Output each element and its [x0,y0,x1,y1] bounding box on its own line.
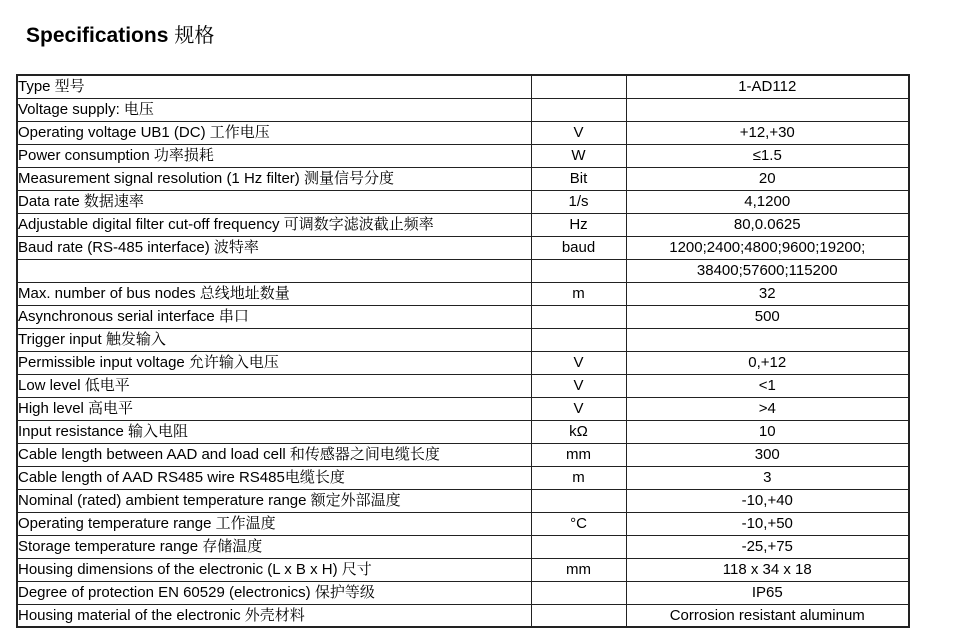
spec-unit-cell: baud [531,236,626,259]
spec-parameter-cell: Storage temperature range 存储温度 [17,535,531,558]
spec-value-cell: 32 [626,282,909,305]
spec-parameter-cell: Type 型号 [17,75,531,98]
spec-unit-cell: Hz [531,213,626,236]
spec-value-cell: 0,+12 [626,351,909,374]
spec-unit-cell: kΩ [531,420,626,443]
spec-parameter-cell [17,259,531,282]
spec-value-cell: 20 [626,167,909,190]
table-row [17,420,909,443]
spec-parameter-cell: Data rate 数据速率 [17,190,531,213]
spec-value-cell: +12,+30 [626,121,909,144]
table-row [17,604,909,627]
table-row [17,282,909,305]
spec-value-cell: IP65 [626,581,909,604]
spec-parameter-cell: Operating temperature range 工作温度 [17,512,531,535]
spec-parameter-cell: Low level 低电平 [17,374,531,397]
spec-parameter-cell: Cable length between AAD and load cell 和传感器之间电缆长度 [17,443,531,466]
specifications-table-body [17,75,909,627]
table-row [17,328,909,351]
spec-unit-cell [531,328,626,351]
spec-unit-cell: mm [531,443,626,466]
spec-value-cell: ≤1.5 [626,144,909,167]
spec-unit-cell: V [531,397,626,420]
spec-value-cell: Corrosion resistant aluminum [626,604,909,627]
spec-value-cell: 80,0.0625 [626,213,909,236]
table-row [17,121,909,144]
spec-value-cell: -25,+75 [626,535,909,558]
table-row [17,98,909,121]
spec-parameter-cell: High level 高电平 [17,397,531,420]
spec-unit-cell: V [531,374,626,397]
spec-value-cell: 300 [626,443,909,466]
spec-unit-cell: °C [531,512,626,535]
spec-value-cell: 38400;57600;115200 [626,259,909,282]
spec-parameter-cell: Adjustable digital filter cut-off frequency 可调数字滤波截止频率 [17,213,531,236]
table-row [17,351,909,374]
table-row [17,167,909,190]
spec-unit-cell [531,489,626,512]
spec-unit-cell: Bit [531,167,626,190]
spec-unit-cell [531,98,626,121]
spec-parameter-cell: Asynchronous serial interface 串口 [17,305,531,328]
spec-parameter-cell: Permissible input voltage 允许输入电压 [17,351,531,374]
spec-unit-cell [531,604,626,627]
spec-parameter-cell: Baud rate (RS-485 interface) 波特率 [17,236,531,259]
spec-unit-cell: V [531,121,626,144]
table-row [17,305,909,328]
table-row [17,535,909,558]
spec-value-cell: >4 [626,397,909,420]
table-row [17,236,909,259]
spec-unit-cell: m [531,282,626,305]
spec-parameter-cell: Housing material of the electronic 外壳材料 [17,604,531,627]
specifications-table [16,74,910,628]
spec-value-cell: 10 [626,420,909,443]
spec-value-cell: <1 [626,374,909,397]
spec-value-cell: 500 [626,305,909,328]
spec-value-cell: -10,+50 [626,512,909,535]
spec-parameter-cell: Cable length of AAD RS485 wire RS485电缆长度 [17,466,531,489]
spec-unit-cell: V [531,351,626,374]
spec-value-cell: 1-AD112 [626,75,909,98]
spec-unit-cell: mm [531,558,626,581]
table-row [17,512,909,535]
table-row [17,190,909,213]
table-row [17,144,909,167]
page-title-english: Specifications [26,24,169,47]
page-title [26,25,214,46]
page-title-chinese: 规格 [174,25,215,47]
spec-unit-cell [531,535,626,558]
spec-unit-cell [531,75,626,98]
spec-value-cell: 118 x 34 x 18 [626,558,909,581]
spec-unit-cell [531,259,626,282]
spec-parameter-cell: Operating voltage UB1 (DC) 工作电压 [17,121,531,144]
table-row [17,374,909,397]
table-row [17,397,909,420]
spec-parameter-cell: Input resistance 输入电阻 [17,420,531,443]
spec-unit-cell [531,305,626,328]
spec-value-cell [626,328,909,351]
spec-parameter-cell: Nominal (rated) ambient temperature range 额定外部温度 [17,489,531,512]
spec-unit-cell: W [531,144,626,167]
table-row [17,489,909,512]
spec-parameter-cell: Housing dimensions of the electronic (L x B x H) 尺寸 [17,558,531,581]
table-row [17,213,909,236]
spec-value-cell: 4,1200 [626,190,909,213]
spec-value-cell: -10,+40 [626,489,909,512]
table-row [17,443,909,466]
spec-parameter-cell: Power consumption 功率损耗 [17,144,531,167]
spec-value-cell: 1200;2400;4800;9600;19200; [626,236,909,259]
table-row [17,259,909,282]
spec-unit-cell [531,581,626,604]
spec-parameter-cell: Measurement signal resolution (1 Hz filter) 测量信号分度 [17,167,531,190]
table-row [17,466,909,489]
table-row [17,75,909,98]
spec-parameter-cell: Voltage supply: 电压 [17,98,531,121]
spec-value-cell [626,98,909,121]
spec-parameter-cell: Max. number of bus nodes 总线地址数量 [17,282,531,305]
spec-value-cell: 3 [626,466,909,489]
spec-parameter-cell: Degree of protection EN 60529 (electronics) 保护等级 [17,581,531,604]
table-row [17,558,909,581]
spec-parameter-cell: Trigger input 触发输入 [17,328,531,351]
spec-unit-cell: m [531,466,626,489]
table-row [17,581,909,604]
spec-unit-cell: 1/s [531,190,626,213]
